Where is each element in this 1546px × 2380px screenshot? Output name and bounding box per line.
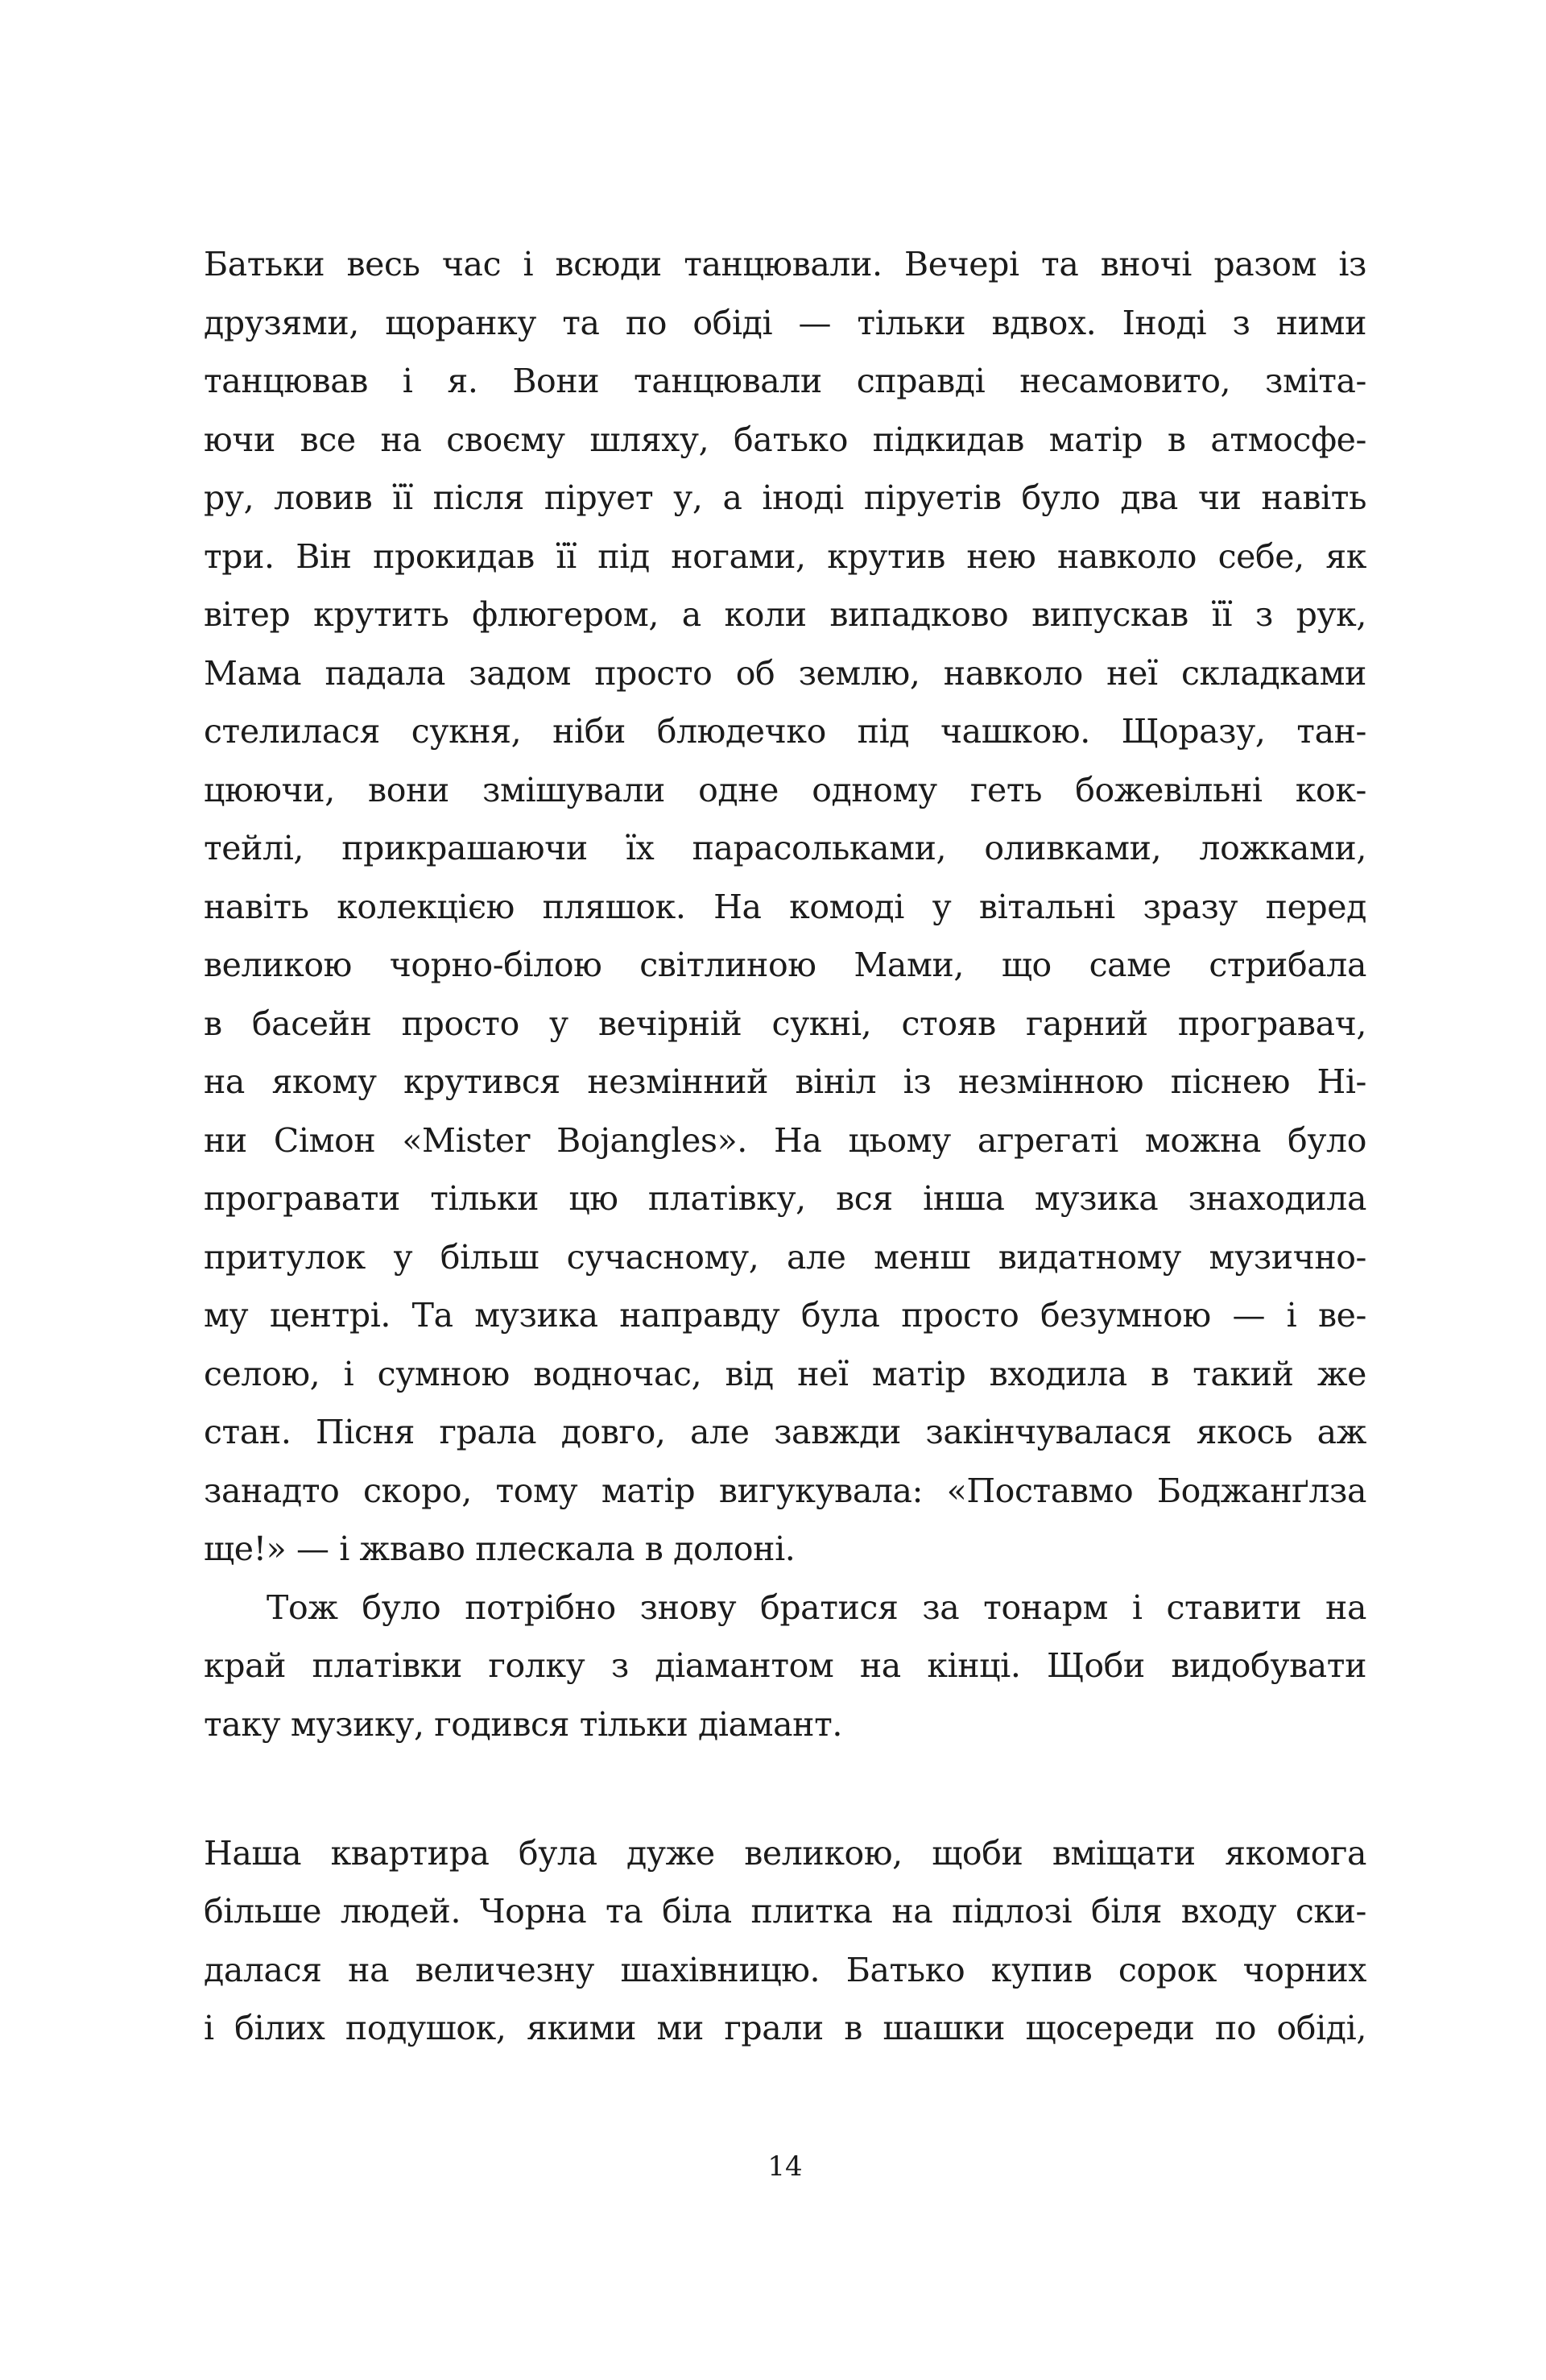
text-line: стан. Пісня грала довго, але завжди закінчувалася якось аж — [204, 1413, 1366, 1451]
body-text — [204, 235, 1366, 2058]
text-line: ру, ловив її після пірует у, а іноді піруетів було два чи навіть — [204, 478, 1366, 517]
paragraph-3 — [204, 1824, 1366, 2058]
text-line: ни Сімон «Mister Bojangles». На цьому агрегаті можна було — [204, 1120, 1366, 1160]
text-line: таку музику, годився тільки діамант. — [204, 1704, 843, 1744]
text-line: Тож було потрібно знову братися за тонарм і ставити на — [267, 1587, 1366, 1627]
page-number: 14 — [767, 2150, 803, 2183]
text-line: селою, і сумною водночас, від неї матір входила в такий же — [204, 1354, 1366, 1393]
text-line: му центрі. Та музика направду була просто безумною — і ве- — [204, 1296, 1366, 1335]
text-line: програвати тільки цю платівку, вся інша музика знаходила — [204, 1179, 1366, 1218]
section-break — [204, 1753, 1366, 1824]
text-line: великою чорно-білою світлиною Мами, що саме стрибала — [204, 946, 1366, 984]
text-line: далася на величезну шахівницю. Батько купив сорок чорних — [204, 1950, 1366, 1989]
text-line: танцював і я. Вони танцювали справді несамовито, зміта- — [204, 362, 1366, 400]
text-line: занадто скоро, тому матір вигукувала: «Поставмо Боджанґлза — [204, 1471, 1366, 1510]
text-line: ще!» — і жваво плескала в долоні. — [204, 1529, 796, 1568]
text-line: стелилася сукня, ніби блюдечко під чашкою. Щоразу, тан- — [204, 712, 1366, 751]
text-line: три. Він прокидав її під ногами, крутив нею навколо себе, як — [204, 536, 1366, 576]
text-line: Наша квартира була дуже великою, щоби вміщати якомога — [204, 1833, 1366, 1873]
text-line: Батьки весь час і всюди танцювали. Вечері та вночі разом із — [204, 245, 1366, 284]
text-line: на якому крутився незмінний вініл із незмінною піснею Ні- — [204, 1062, 1366, 1101]
text-line: навіть колекцією пляшок. На комоді у вітальні зразу перед — [204, 887, 1366, 926]
text-line: вітер крутить флюгером, а коли випадково випускав її з рук, — [204, 595, 1366, 634]
text-line: цюючи, вони змішували одне одному геть божевільні кок- — [204, 770, 1366, 809]
text-line: в басейн просто у вечірній сукні, стояв гарний програвач, — [204, 1004, 1366, 1043]
text-line: притулок у більш сучасному, але менш видатному музично- — [204, 1237, 1366, 1277]
text-line: Мама падала задом просто об землю, навколо неї складками — [204, 653, 1366, 693]
text-line: край платівки голку з діамантом на кінці. Щоби видобувати — [204, 1646, 1366, 1685]
text-line: тейлі, прикрашаючи їх парасольками, оливками, ложками, — [204, 829, 1366, 867]
paragraph-1 — [204, 235, 1366, 1579]
text-line: друзями, щоранку та по обіді — тільки вдвох. Іноді з ними — [204, 303, 1366, 342]
paragraph-2 — [204, 1579, 1366, 1754]
text-line: і білих подушок, якими ми грали в шашки щосереди по обіді, — [204, 2009, 1366, 2047]
text-line: ючи все на своєму шляху, батько підкидав матір в атмосфе- — [204, 420, 1366, 459]
text-line: більше людей. Чорна та біла плитка на підлозі біля входу ски- — [204, 1892, 1366, 1931]
